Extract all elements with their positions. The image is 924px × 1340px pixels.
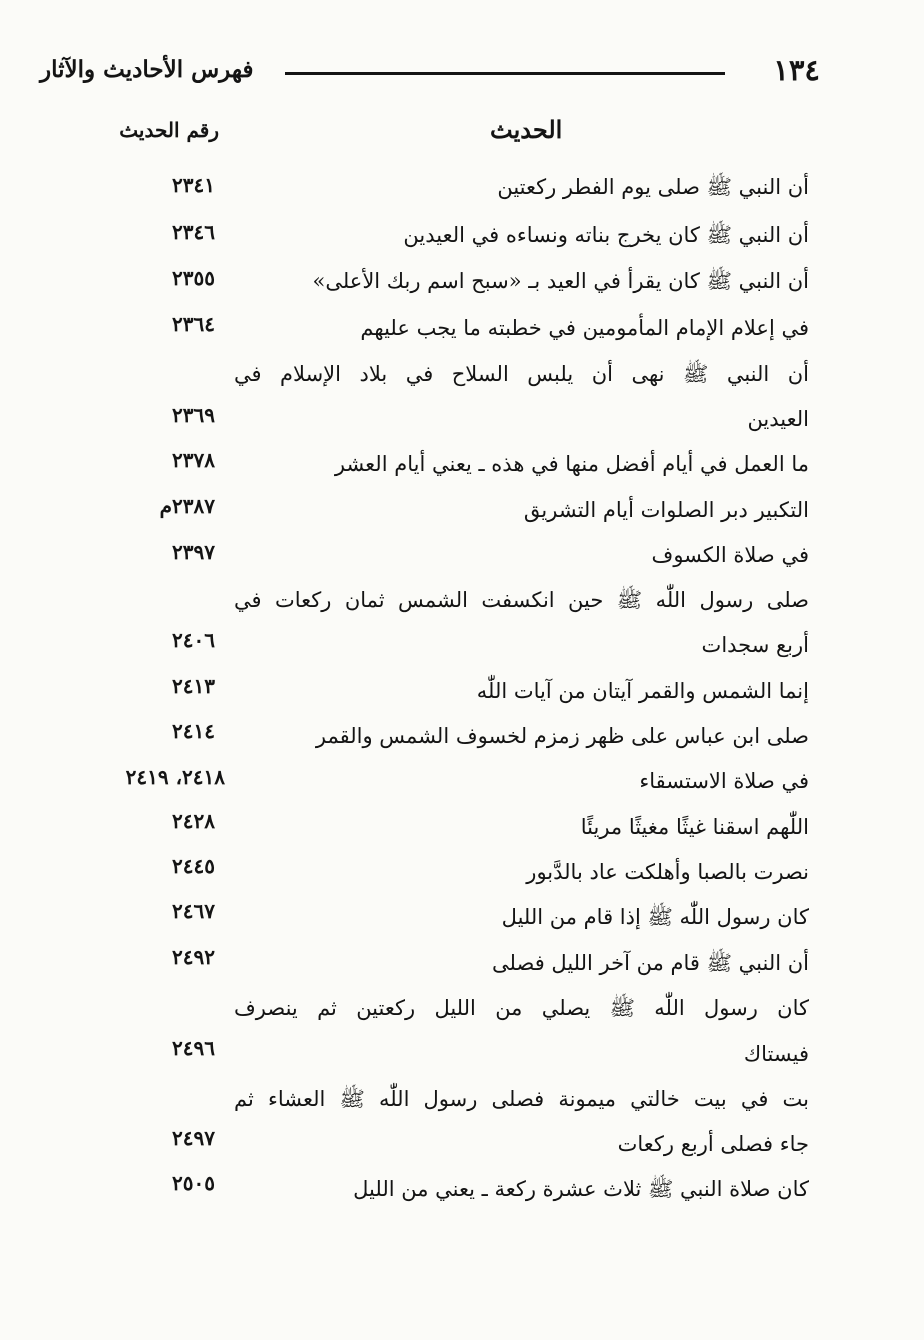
- hadith-text: ما العمل في أيام أفضل منها في هذه ـ يعني أيام العشر: [334, 452, 809, 476]
- hadith-text: العيدين: [747, 407, 809, 431]
- hadith-number: ٢٤١٤: [172, 719, 215, 743]
- running-title: فهرس الأحاديث والآثار: [40, 56, 254, 83]
- hadith-text: جاء فصلى أربع ركعات: [617, 1132, 809, 1156]
- hadith-text: في صلاة الاستسقاء: [639, 769, 809, 793]
- hadith-text: كان رسول اللّٰه ﷺ إذا قام من الليل: [501, 905, 809, 929]
- hadith-text: أن النبي ﷺ صلى يوم الفطر ركعتين: [497, 175, 809, 199]
- number-column-header: رقم الحديث: [119, 118, 219, 142]
- hadith-number: ٢٣٨٧م: [159, 494, 215, 518]
- hadith-number: ٢٤١٨، ٢٤١٩: [125, 765, 225, 789]
- hadith-text: في صلاة الكسوف: [651, 543, 809, 567]
- hadith-text: أن النبي ﷺ قام من آخر الليل فصلى: [492, 951, 809, 975]
- hadith-text: بت في بيت خالتي ميمونة فصلى رسول اللّٰه ﷺ العشاء ثم: [234, 1087, 809, 1111]
- page-header: [40, 50, 820, 90]
- hadith-number: ٢٤٩٦: [172, 1036, 215, 1060]
- hadith-number: ٢٣٦٤: [172, 312, 215, 336]
- hadith-text: أن النبي ﷺ كان يخرج بناته ونساءه في العيدين: [403, 223, 809, 247]
- hadith-number: ٢٤٩٢: [172, 945, 215, 969]
- hadith-number: ٢٤٠٦: [172, 628, 215, 652]
- hadith-text: أربع سجدات: [701, 633, 809, 657]
- hadith-number: ٢٤٢٨: [172, 809, 215, 833]
- hadith-number: ٢٣٤١: [172, 173, 215, 197]
- hadith-text: نصرت بالصبا وأهلكت عاد بالدَّبور: [526, 860, 809, 884]
- hadith-text: اللّٰهم اسقنا غيثًا مغيثًا مريئًا: [580, 815, 809, 839]
- hadith-number: ٢٣٩٧: [172, 540, 215, 564]
- hadith-text: أن النبي ﷺ نهى أن يلبس السلاح في بلاد الإسلام في: [234, 362, 809, 386]
- hadith-number: ٢٤٤٥: [172, 854, 215, 878]
- hadith-text: صلى رسول اللّٰه ﷺ حين انكسفت الشمس ثمان ركعات في: [234, 588, 809, 612]
- header-rule: [285, 72, 725, 75]
- hadith-text: أن النبي ﷺ كان يقرأ في العيد بـ «سبح اسم ربك الأعلى»: [312, 269, 809, 293]
- hadith-number: ٢٤١٣: [172, 674, 215, 698]
- hadith-number: ٢٣٥٥: [172, 266, 215, 290]
- hadith-text: التكبير دبر الصلوات أيام التشريق: [523, 498, 809, 522]
- hadith-number: ٢٤٦٧: [172, 899, 215, 923]
- hadith-number: ٢٥٠٥: [172, 1171, 215, 1195]
- hadith-text: كان رسول اللّٰه ﷺ يصلي من الليل ركعتين ثم ينصرف: [234, 996, 809, 1020]
- page-number: ١٣٤: [773, 53, 820, 87]
- hadith-number: ٢٣٤٦: [172, 220, 215, 244]
- hadith-text: في إعلام الإمام المأمومين في خطبته ما يجب عليهم: [360, 316, 809, 340]
- hadith-number: ٢٣٦٩: [172, 403, 215, 427]
- hadith-text: كان صلاة النبي ﷺ ثلاث عشرة ركعة ـ يعني من الليل: [353, 1177, 809, 1201]
- hadith-number: ٢٣٧٨: [172, 448, 215, 472]
- hadith-text: فيستاك: [743, 1042, 809, 1066]
- hadith-number: ٢٤٩٧: [172, 1126, 215, 1150]
- hadith-text: صلى ابن عباس على ظهر زمزم لخسوف الشمس والقمر: [315, 724, 809, 748]
- hadith-column-header: الحديث: [490, 115, 563, 144]
- hadith-text: إنما الشمس والقمر آيتان من آيات اللّٰه: [476, 679, 809, 703]
